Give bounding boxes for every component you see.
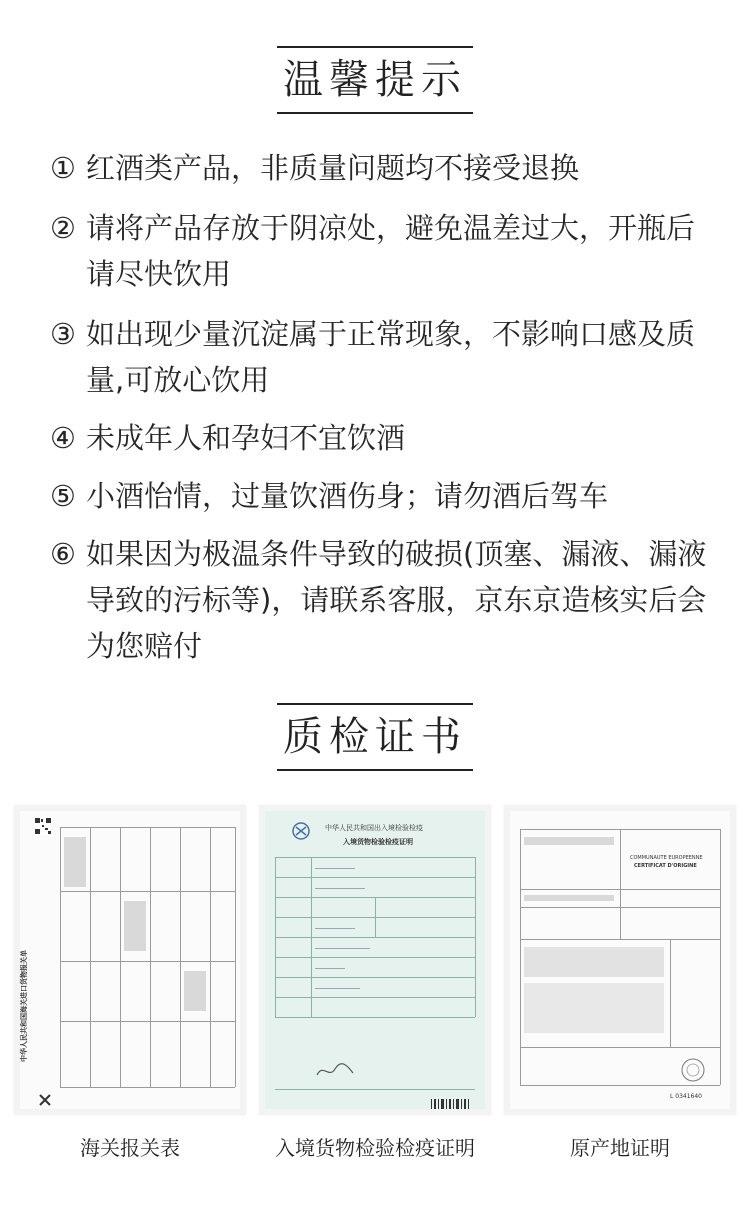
origin-caption: 原产地证明	[570, 1136, 670, 1160]
inspection-caption: 入境货物检验检疫证明	[275, 1136, 475, 1160]
origin-doc-header: COMMUNAUTE EUROPEENNE	[630, 855, 703, 861]
origin-paper	[510, 811, 730, 1109]
tip-text: 红酒类产品，非质量问题均不接受退换	[86, 151, 580, 185]
cert-gallery	[14, 805, 736, 1125]
customs-paper	[20, 811, 240, 1109]
tip-number: ⑤	[50, 479, 76, 513]
tip-number: ④	[50, 421, 76, 455]
inspection-doc-subheader: 入境货物检验检疫证明	[343, 838, 413, 846]
tip-number: ③	[50, 317, 76, 351]
origin-doc-sub: CERTIFICAT D'ORIGINE	[634, 863, 697, 869]
barcode-icon	[431, 1099, 471, 1109]
tip-number: ①	[50, 151, 76, 185]
tip-text: 未成年人和孕妇不宜饮酒	[86, 421, 406, 455]
cert-title: 质检证书	[277, 703, 473, 771]
tip-item-3	[50, 311, 710, 403]
customs-doc-title: 中华人民共和国海关进口货物报关单	[20, 950, 28, 1062]
tip-item-1	[50, 145, 710, 191]
inspection-certificate-image[interactable]	[259, 805, 491, 1115]
qr-code-icon	[34, 817, 52, 835]
tips-title: 温馨提示	[277, 46, 473, 114]
tip-text: 小酒怡情，过量饮酒伤身；请勿酒后驾车	[86, 479, 609, 513]
tip-item-4	[50, 415, 710, 461]
tip-text: 请将产品存放于阴凉处，避免温差过大，开瓶后请尽快饮用	[86, 211, 696, 291]
tip-item-5	[50, 473, 710, 519]
tips-title-wrap	[0, 46, 750, 114]
inspection-doc-header: 中华人民共和国出入境检验检疫	[325, 824, 423, 832]
signature-icon	[315, 1061, 355, 1081]
stamp-icon	[680, 1057, 706, 1083]
tip-number: ⑥	[50, 537, 76, 571]
origin-certificate-image[interactable]	[504, 805, 736, 1115]
emblem-icon	[38, 1093, 52, 1107]
customs-caption: 海关报关表	[80, 1136, 180, 1160]
inspection-emblem-icon	[291, 821, 311, 841]
tip-text: 如出现少量沉淀属于正常现象，不影响口感及质量,可放心饮用	[86, 317, 696, 397]
tips-list	[50, 145, 710, 669]
cert-title-wrap	[0, 703, 750, 771]
tip-text: 如果因为极温条件导致的破损(顶塞、漏液、漏液导致的污标等)，请联系客服，京东京造核实后会为您赔付	[86, 537, 707, 663]
inspection-paper	[265, 811, 485, 1109]
origin-doc-number: L 0341640	[670, 1093, 702, 1100]
tip-number: ②	[50, 211, 76, 245]
tip-item-2	[50, 205, 710, 297]
customs-declaration-image[interactable]	[14, 805, 246, 1115]
tip-item-6	[50, 531, 710, 669]
